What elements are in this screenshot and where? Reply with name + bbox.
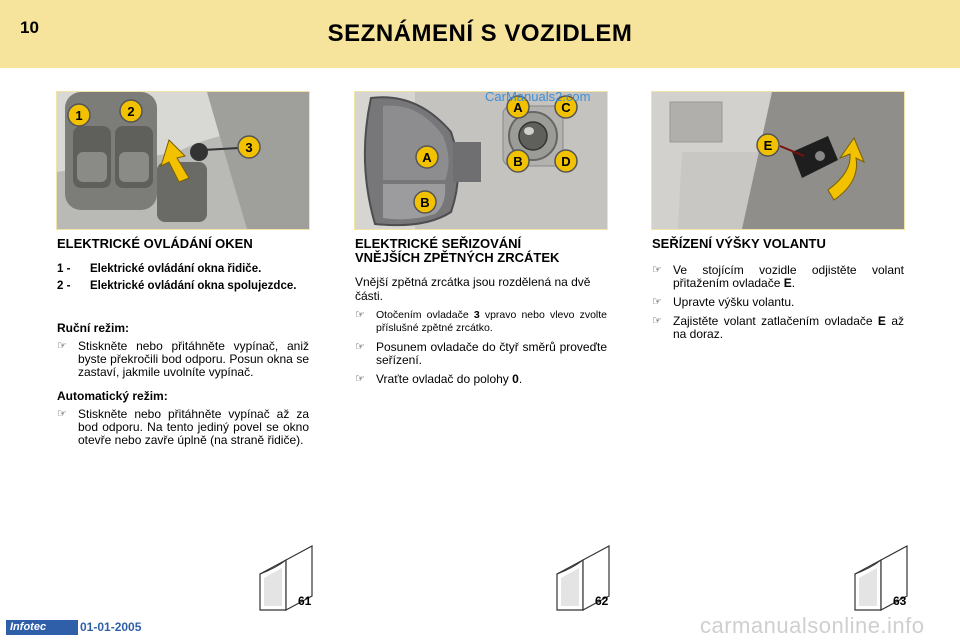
page-ref-number: 63 xyxy=(893,594,907,608)
label-b: B xyxy=(513,154,523,169)
infotec-logo: Infotec xyxy=(6,620,78,635)
list-item xyxy=(57,280,309,293)
page-ref-63[interactable] xyxy=(851,544,915,614)
column-steering xyxy=(652,237,904,341)
manual-mode-title: Ruční režim: xyxy=(57,321,130,335)
mirrors-bullet-1: ☞ Otočením ovladače 3 vpravo nebo vlevo zvolte příslušné zpětné zrcátko. xyxy=(355,309,608,334)
mirrors-bullet-3: ☞ Vraťte ovladač do polohy 0. xyxy=(355,372,523,386)
auto-mode-title: Automatický režim: xyxy=(57,389,168,403)
section-title-mirrors: ELEKTRICKÉ SEŘIZOVÁNÍ VNĚJŠÍCH ZPĚTNÝCH ZRCÁTEK xyxy=(355,236,560,265)
section-title-windows: ELEKTRICKÉ OVLÁDÁNÍ OKEN xyxy=(57,236,253,251)
label-c: C xyxy=(561,100,571,115)
label-2: 2 xyxy=(127,104,135,119)
column-windows xyxy=(57,237,309,447)
steering-bullet-3: ☞ Zajistěte volant zatlačením ovladače E až na doraz. xyxy=(652,314,904,341)
manual-mode-text: ☞ Stiskněte nebo přitáhněte vypínač, aniž byste překročili bod odporu. Posun okna se zastaví, jakmile uvolníte vypínač. xyxy=(57,339,309,379)
watermark: CarManuals2.com xyxy=(485,89,591,104)
pointing-hand-icon: ☞ xyxy=(57,340,67,352)
page-ref-number: 62 xyxy=(595,594,609,608)
page-ref-62[interactable] xyxy=(553,544,617,614)
page-title: SEZNÁMENÍ S VOZIDLEM xyxy=(327,20,633,47)
pointing-hand-icon: ☞ xyxy=(355,341,365,353)
item-text: Elektrické ovládání okna řidiče. xyxy=(90,263,262,275)
auto-mode-text: ☞ Stiskněte nebo přitáhněte vypínač až za bod odporu. Na tento jediný povel se okno otevře nebo zavře úplně (na straně řidiče). xyxy=(57,407,309,447)
mirrors-bullet-2: ☞ Posunem ovladače do čtyř směrů proveďte seřízení. xyxy=(355,340,607,367)
mirrors-intro: Vnější zpětná zrcátka jsou rozdělená na dvě části. xyxy=(355,275,591,303)
page-number: 10 xyxy=(20,18,39,37)
footer-site-watermark: carmanualsonline.info xyxy=(700,613,925,638)
page-ref-number: 61 xyxy=(298,594,312,608)
section-title-steering: SEŘÍZENÍ VÝŠKY VOLANTU xyxy=(652,236,826,251)
label-a2: A xyxy=(422,150,432,165)
pointing-hand-icon: ☞ xyxy=(652,264,662,276)
label-a: A xyxy=(513,100,523,115)
label-e: E xyxy=(763,138,773,153)
mirror-controls-photo xyxy=(354,91,608,230)
list-item xyxy=(57,263,309,276)
footer-date: 01-01-2005 xyxy=(80,620,142,634)
pointing-hand-icon: ☞ xyxy=(355,309,365,321)
pointing-hand-icon: ☞ xyxy=(652,315,662,327)
pointing-hand-icon: ☞ xyxy=(355,373,365,385)
label-d: D xyxy=(561,154,571,169)
pointing-hand-icon: ☞ xyxy=(652,296,662,308)
column-mirrors xyxy=(355,237,607,386)
item-number: 2 - xyxy=(57,280,71,292)
label-1: 1 xyxy=(75,108,83,123)
page-ref-61[interactable] xyxy=(256,544,320,614)
label-3: 3 xyxy=(245,140,253,155)
item-text: Elektrické ovládání okna spolujezdce. xyxy=(90,280,297,292)
label-b2: B xyxy=(420,195,430,210)
item-number: 1 - xyxy=(57,263,71,275)
pointing-hand-icon: ☞ xyxy=(57,408,67,420)
steering-bullet-1: ☞ Ve stojícím vozidle odjistěte volant přitažením ovladače E. xyxy=(652,263,904,290)
steering-adjust-photo xyxy=(651,91,905,230)
window-switches-photo xyxy=(56,91,310,230)
steering-bullet-2: ☞ Upravte výšku volantu. xyxy=(652,295,795,309)
